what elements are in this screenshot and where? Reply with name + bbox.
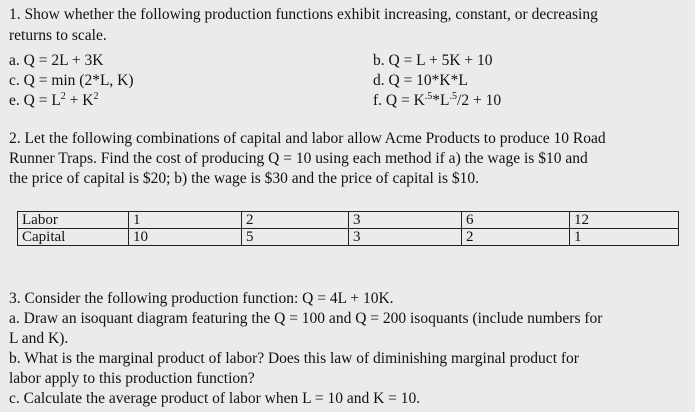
q1-line-1: 1. Show whether the following production functions exhibit increasing, constant, or decreasing xyxy=(9,6,598,23)
capital-cell: 3 xyxy=(349,229,462,246)
q1-item-d: d. Q = 10*K*L xyxy=(373,72,468,89)
q1-e-mid: + K xyxy=(65,92,94,109)
q2-line-1: 2. Let the following combinations of capital and labor allow Acme Products to produce 10 Road xyxy=(9,130,606,147)
q1-f-post: /2 + 10 xyxy=(457,92,502,109)
capital-cell: 10 xyxy=(129,229,242,246)
labor-row xyxy=(18,212,679,229)
q3-line-5: labor apply to this production function? xyxy=(9,370,255,387)
labor-cell: 1 xyxy=(129,212,242,229)
labor-cell: 6 xyxy=(462,212,570,229)
q2-line-3: the price of capital is $20; b) the wage is $30 and the price of capital is $10. xyxy=(9,170,480,187)
q3-line-1: 3. Consider the following production function: Q = 4L + 10K. xyxy=(9,290,394,307)
q1-e-pre: e. Q = L xyxy=(9,92,61,109)
q1-line-2: returns to scale. xyxy=(9,27,107,44)
q3-line-6: c. Calculate the average product of labor when L = 10 and K = 10. xyxy=(9,390,421,407)
q1-f-sup1: .5 xyxy=(424,90,433,102)
capital-cell: 1 xyxy=(570,229,679,246)
q1-f-pre: f. Q = K xyxy=(373,92,425,109)
q1-item-c: c. Q = min (2*L, K) xyxy=(9,72,134,89)
q3-line-3: L and K). xyxy=(9,330,69,347)
capital-cell: 5 xyxy=(242,229,349,246)
q1-item-b: b. Q = L + 5K + 10 xyxy=(373,52,493,69)
q1-f-sup2: .5 xyxy=(449,90,458,102)
q1-e-sup2: 2 xyxy=(93,90,99,102)
q1-item-e xyxy=(9,92,98,110)
q1-item-f xyxy=(373,92,501,110)
q1-e-sup1: 2 xyxy=(60,90,66,102)
labor-label-cell: Labor xyxy=(18,212,129,229)
q3-line-2: a. Draw an isoquant diagram featuring the Q = 100 and Q = 200 isoquants (include numbers for xyxy=(9,310,603,327)
labor-cell: 12 xyxy=(570,212,679,229)
q3-line-4: b. What is the marginal product of labor? Does this law of diminishing marginal product for xyxy=(9,350,579,367)
labor-cell: 3 xyxy=(349,212,462,229)
labor-capital-table xyxy=(17,211,679,246)
q1-item-a: a. Q = 2L + 3K xyxy=(9,52,104,69)
capital-cell: 2 xyxy=(462,229,570,246)
q1-f-mid: *L xyxy=(432,92,450,109)
labor-cell: 2 xyxy=(242,212,349,229)
q2-line-2: Runner Traps. Find the cost of producing Q = 10 using each method if a) the wage is $10 and xyxy=(9,150,588,167)
capital-row xyxy=(18,229,679,246)
capital-label-cell: Capital xyxy=(18,229,129,246)
